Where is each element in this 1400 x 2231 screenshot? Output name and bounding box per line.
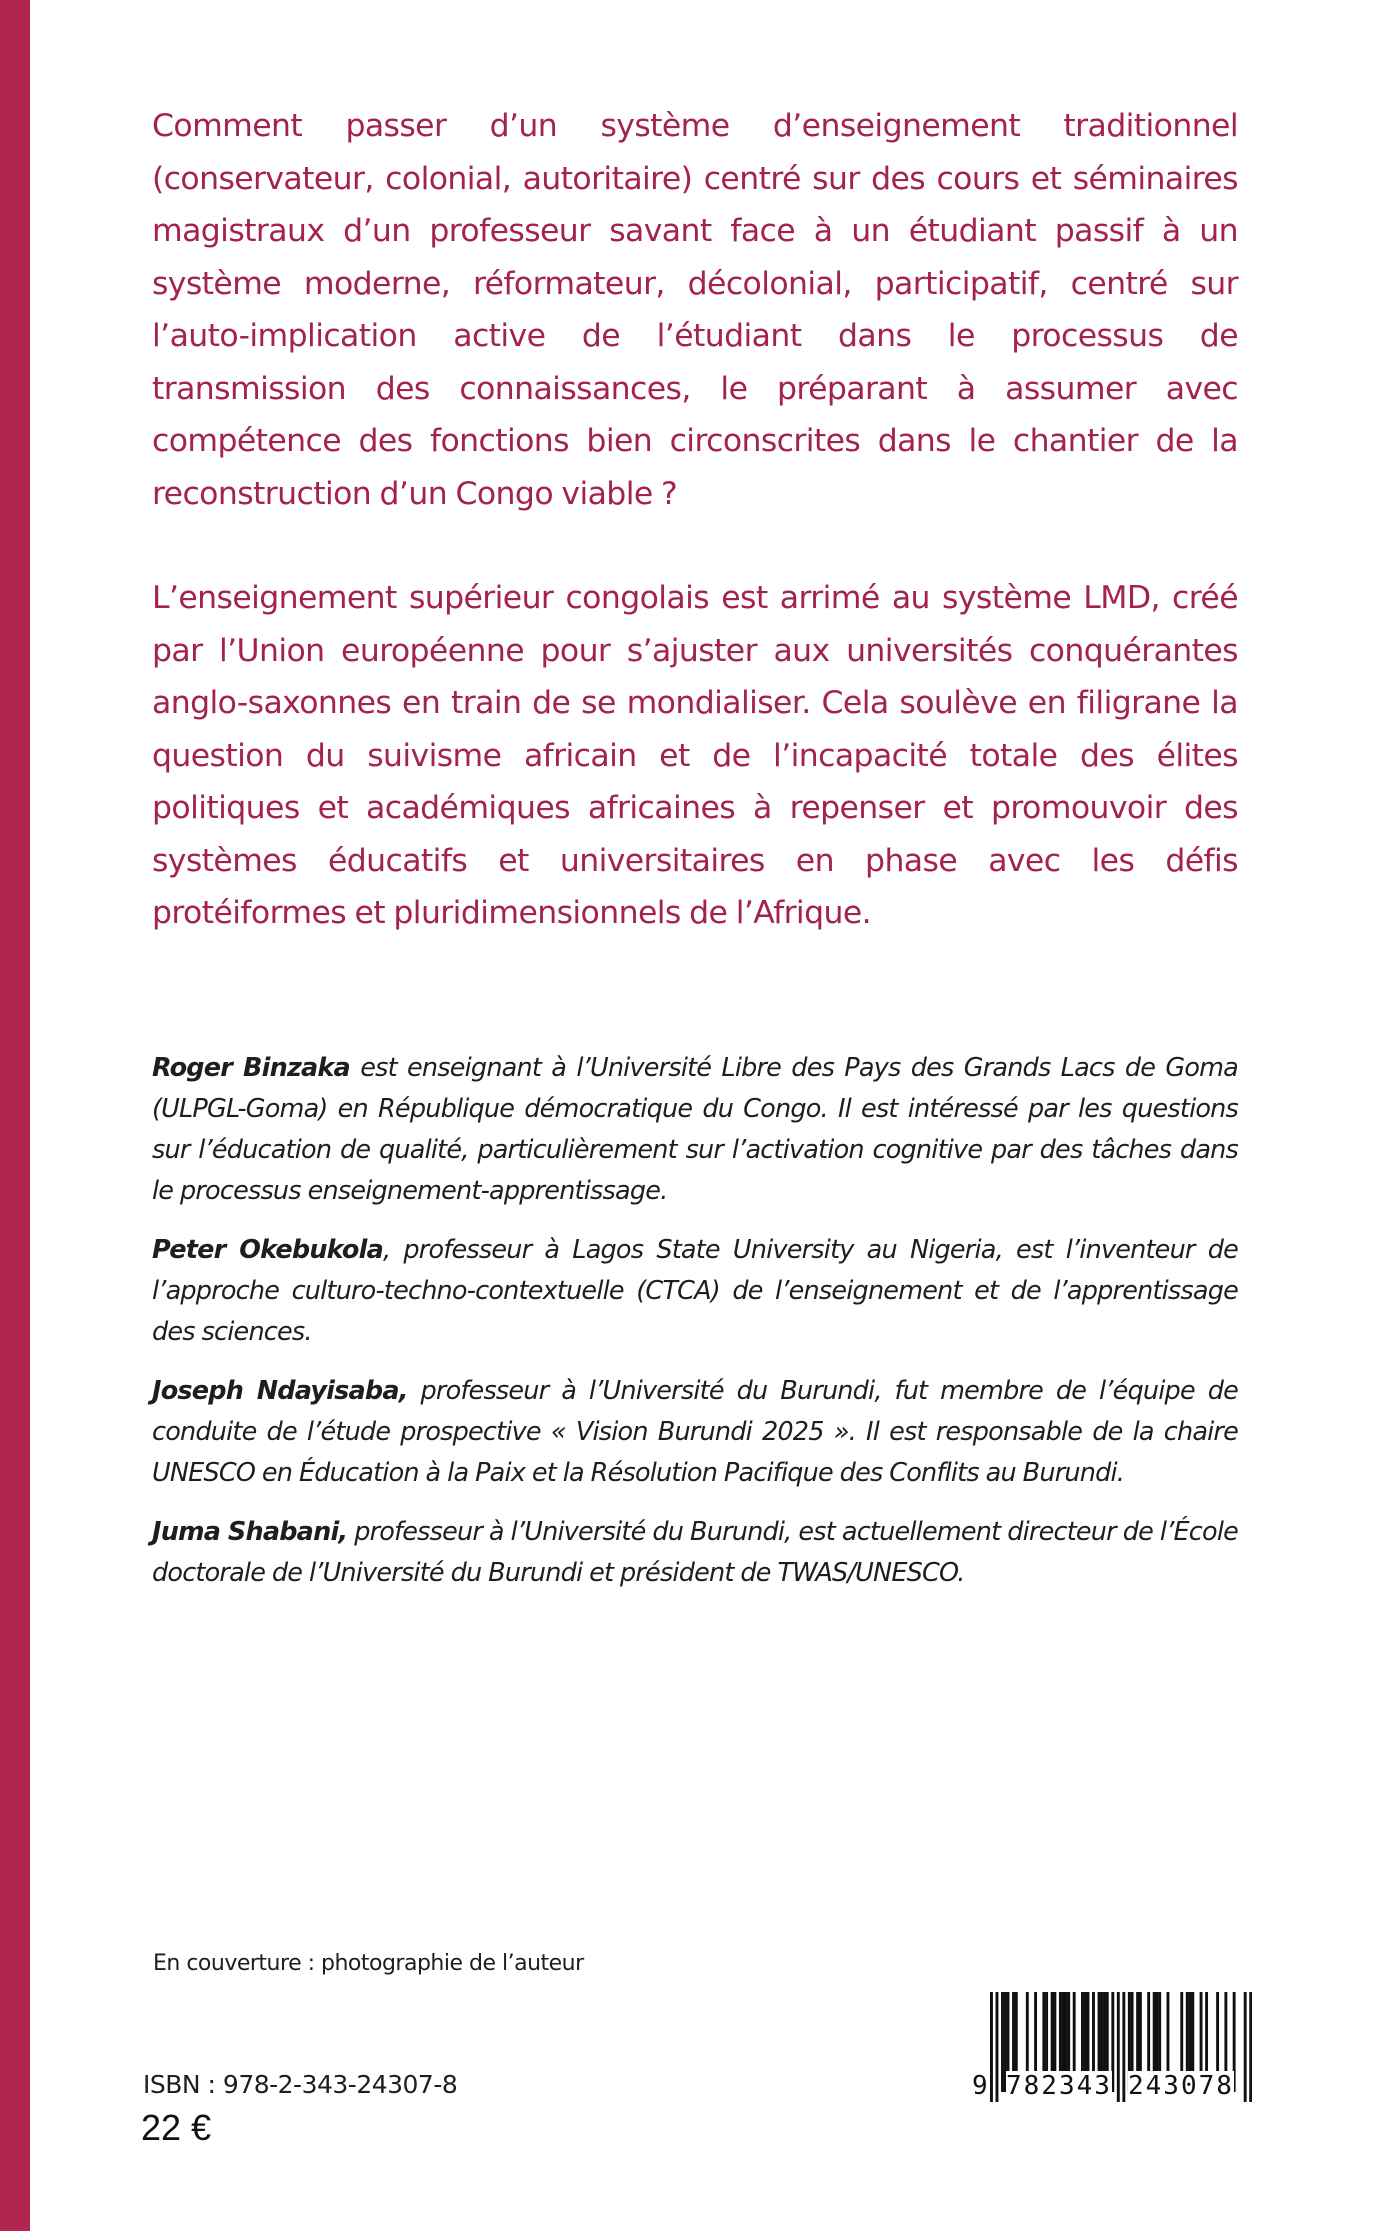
author-bio-text: est enseignant à l’Université Libre des Pays des Grands Lacs de Goma (ULPGL-Goma) en République démocratique du Congo. Il est intéressé par les questions sur l’éducation de qualité, particulièrement sur l’activation cognitive par des tâches dans le processus enseignement-apprentissage.	[152, 1052, 1238, 1206]
book-blurb	[152, 100, 1238, 940]
author-name: Roger Binzaka	[152, 1052, 350, 1083]
barcode-first-digit: 9	[972, 2071, 988, 2101]
side-color-stripe	[0, 0, 30, 2231]
author-name: Peter Okebukola	[152, 1234, 383, 1265]
barcode-right-group: 243078	[1128, 2071, 1234, 2101]
blurb-paragraph: L’enseignement supérieur congolais est arrimé au système LMD, créé par l’Union européenne pour s’ajuster aux universités conquérantes anglo-saxonnes en train de se mondialiser. Cela soulève en filigrane la question du suivisme africain et de l’incapacité totale des élites politiques et académiques africaines à repenser et promouvoir des systèmes éducatifs et universitaires en phase avec les défis protéiformes et pluridimensionnels de l’Afrique.	[152, 580, 1238, 931]
author-bios	[152, 1048, 1238, 1594]
author-name: Joseph Ndayisaba,	[152, 1375, 408, 1406]
author-name: Juma Shabani,	[152, 1516, 348, 1547]
isbn-number: ISBN : 978-2-343-24307-8	[143, 2070, 458, 2099]
author-bio-text: professeur à l’Université du Burundi, est actuellement directeur de l’École doctorale de l’Université du Burundi et président de TWAS/UNESCO.	[152, 1516, 1239, 1588]
barcode-digits	[972, 2071, 1262, 2105]
author-bio	[152, 1048, 1238, 1212]
back-cover-content	[152, 100, 1238, 1612]
cover-photo-credit: En couverture : photographie de l’auteur	[153, 1951, 584, 1976]
author-bio	[152, 1512, 1238, 1594]
author-bio	[152, 1230, 1238, 1353]
price-label: 22 €	[141, 2107, 212, 2148]
author-bio	[152, 1371, 1238, 1494]
blurb-paragraph: Comment passer d’un système d’enseignement traditionnel (conservateur, colonial, autoritaire) centré sur des cours et séminaires magistraux d’un professeur savant face à un étudiant passif à un système moderne, réformateur, décolonial, participatif, centré sur l’auto-implication active de l’étudiant dans le processus de transmission des connaissances, le préparant à assumer avec compétence des fonctions bien circonscrites dans le chantier de la reconstruction d’un Congo viable ?	[152, 108, 1238, 512]
barcode-left-group: 782343	[1006, 2071, 1112, 2101]
author-bio-text: , professeur à Lagos State University au Nigeria, est l’inventeur de l’approche culturo-techno-contextuelle (CTCA) de l’enseignement et de l’apprentissage des sciences.	[152, 1234, 1239, 1347]
author-bio-text: professeur à l’Université du Burundi, fut membre de l’équipe de conduite de l’étude prospective « Vision Burundi 2025 ». Il est responsable de la chaire UNESCO en Éducation à la Paix et la Résolution Pacifique des Conflits au Burundi.	[152, 1375, 1238, 1488]
